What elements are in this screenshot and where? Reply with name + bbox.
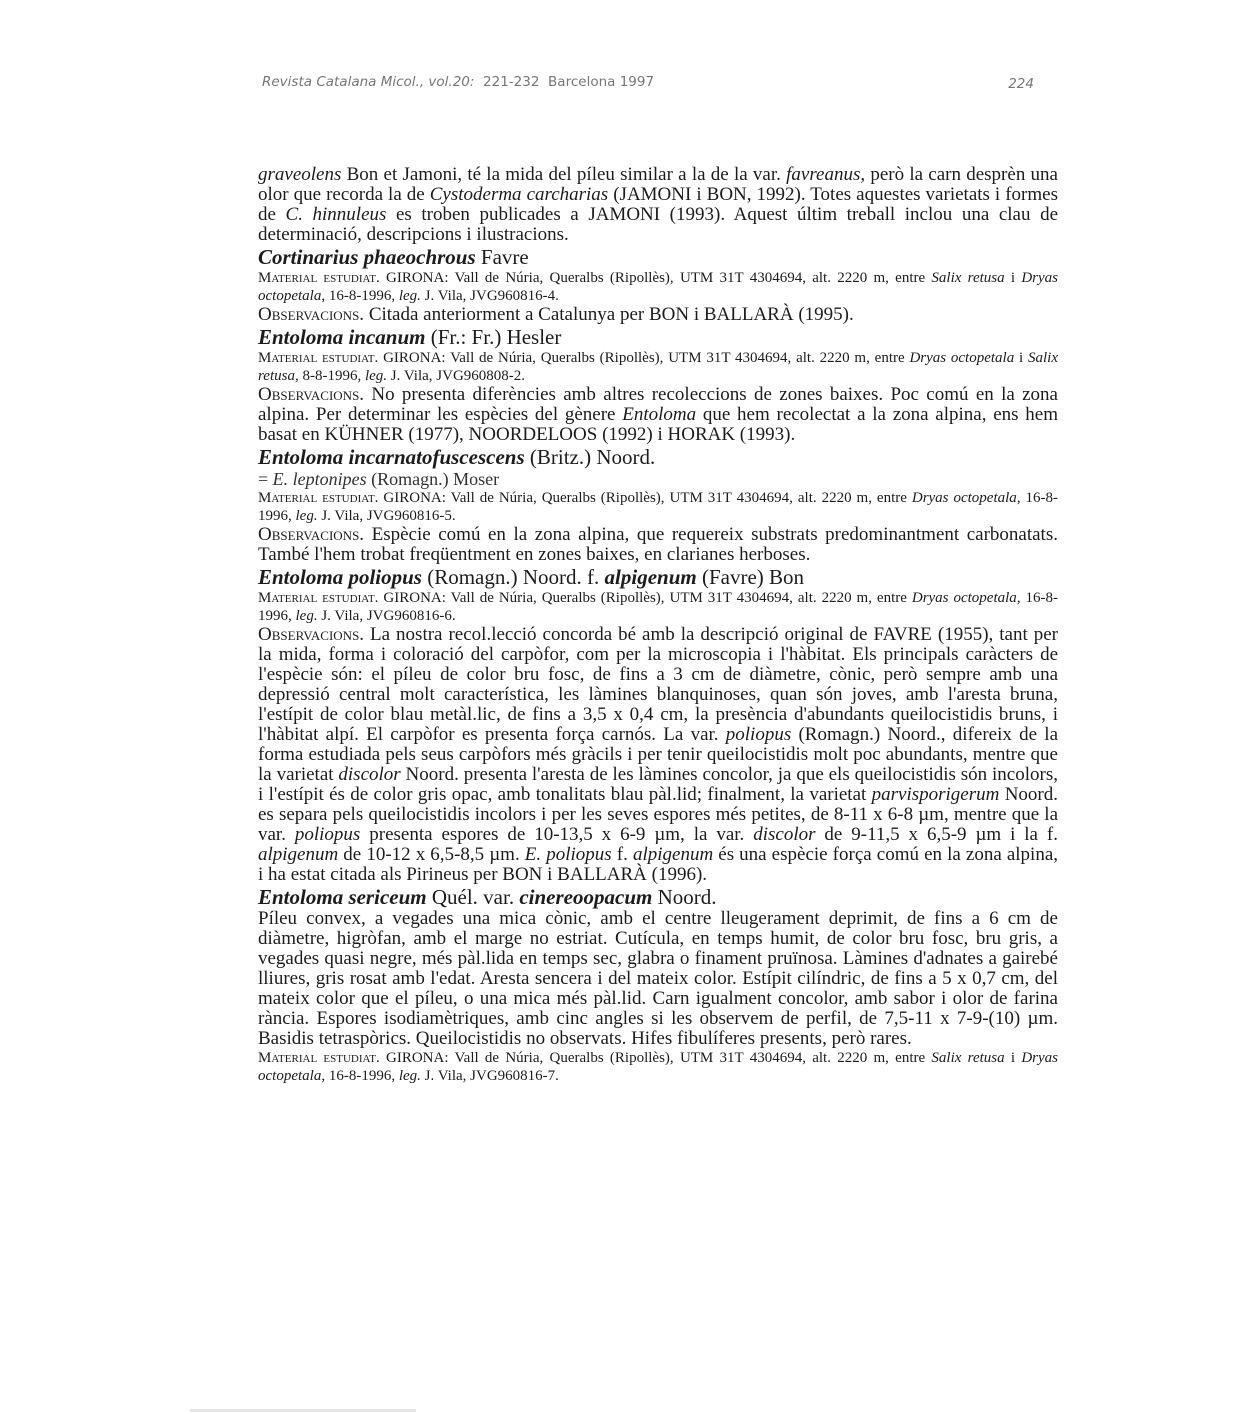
text-run: Noord. es separa pels queilocistidis incolors i per les seves espores més petites, de 8-11 x 6-8 µm, mentre que la var. [258,784,1058,845]
taxon-ref: discolor [753,824,816,845]
taxon-ref: Dryas octopetala [911,590,1017,606]
text-run: GIRONA: Vall de Núria, Queralbs (Ripollès), UTM 31T 4304694, alt. 2220 m, entre [378,590,912,606]
text-run: J. Vila, JVG960808-2. [387,368,526,384]
leg-abbrev: leg. [364,368,388,384]
text-run: , 16-8-1996, [258,490,1059,524]
leg-abbrev: leg. [295,508,318,524]
taxon-ref: Salix retusa [258,350,1059,384]
text-run: GIRONA: Vall de Núria, Queralbs (Ripollès), UTM 31T 4304694, alt. 2220 m, entre [378,490,912,506]
species-author: Quél. var. [426,885,520,909]
journal-name: Revista Catalana Micol., vol.20: [262,74,475,90]
taxon-ref: Salix retusa [931,270,1005,286]
material-studied [258,269,1058,305]
taxon-ref: C. hinnuleus [285,204,387,225]
text-run: J. Vila, JVG960816-6. [317,608,456,624]
text-run: J. Vila, JVG960816-4. [420,288,559,304]
synonym-line [258,469,1058,489]
page-range: 221-232 [483,74,540,90]
species-description: Píleu convex, a vegades una mica cònic, amb el centre lleugerament deprimit, de fins a 6 cm de diàmetre, higròfan, amb el marge no estriat. Cutícula, en temps humit, de color bru fosc, bru gris, a vegades quasi negre, més pàl.lida en temps sec, glabra o finament pruïnosa. Làmines d'adnates a gairebé lliures, gris rosat amb l'edat. Aresta sencera i del mateix color. Estípit cilíndric, de fins a 5 x 0,7 cm, del mateix color que el píleu, o una mica més pàl.lid. Carn igualment concolor, amb sabor i olor de farina rància. Espores isodiamètriques, amb cinc angles si les observem de perfil, de 7,5-11 x 7-9-(10) µm. Basidis tetraspòrics. Queilocistidis no observats. Hifes fibulíferes presents, però rares. [258,908,1058,1049]
material-label: Material estudiat. [258,350,379,366]
species-author: (Romagn.) Noord. f. [421,565,605,589]
text-run: i [1004,270,1022,286]
text-run: de 9-11,5 x 6,5-9 µm i la f. [815,824,1058,845]
species-author: Noord. [652,885,717,909]
text-run: La nostra recol.lecció concorda bé amb la descripció original de FAVRE (1955), tant per la mida, forma i coloració del carpòfor, com per la microscopia i l'hàbitat. Els principals caràcters de l'espècie són: el píleu de color bru fosc, de fins a 3 cm de diàmetre, cònic, però sempre amb una depressió central molt característica, les làmines blanquinoses, quan són joves, amb l'aresta bruna, l'estípit de color blau metàl.lic, de fins a 3,5 x 0,4 cm, la presència d'abundants queilocistidis bruns, i l'hàbitat alpí. El carpòfor es presenta força carnós. La var. [258,624,1058,745]
intro-paragraph [258,165,1058,245]
material-label: Material estudiat. [258,270,380,286]
text-run: presenta espores de 10-13,5 x 6-9 µm, la var. [360,824,754,845]
place-year: Barcelona 1997 [548,74,655,90]
leg-abbrev: leg. [398,288,421,304]
text-run: i [1004,1050,1022,1066]
text-run: és una espècie força comú en la zona alpina, i ha estat citada als Pirineus per BON i BALLARÀ (1996). [258,844,1059,885]
species-name: Entoloma poliopus [258,565,422,589]
species-heading [258,445,1058,469]
species-heading [258,325,1058,349]
text-run: es troben publicades a JAMONI (1993). Aquest últim treball inclou una clau de determinació, descripcions i ilustracions. [258,204,1058,245]
text-run: , però la carn desprèn una olor que recorda la de [258,164,1058,205]
synonym-author: (Romagn.) Moser [366,469,500,489]
text-run: J. Vila, JVG960816-7. [420,1068,559,1084]
species-author: (Fr.: Fr.) Hesler [425,325,562,349]
synonym-prefix: = [258,469,273,489]
text-run: , 16-8-1996, [258,590,1059,624]
page-number: 224 [1008,76,1034,92]
text-run: Bon et Jamoni, té la mida del píleu similar a la de la var. [341,164,787,185]
taxon-ref: favreanus [786,164,861,185]
material-label: Material estudiat. [258,1050,380,1066]
text-run: Noord. presenta l'aresta de les làmines concolor, ja que els queilocistidis són incolors, i l'estípit és de color gris opac, amb tonalitats blau pàl.lid; finalment, la varietat [258,764,1058,805]
observations-label: Observacions. [258,524,365,545]
taxon-ref: Cystoderma carcharias [429,184,609,205]
observations [258,305,1058,325]
material-studied [258,589,1058,625]
observations [258,625,1058,885]
text-run: GIRONA: Vall de Núria, Queralbs (Ripollès), UTM 31T 4304694, alt. 2220 m, entre [378,350,910,366]
variety-name: cinereoopacum [519,885,653,909]
species-name: Cortinarius phaeochrous [258,245,476,269]
form-name: alpigenum [604,565,697,589]
text-run: Citada anteriorment a Catalunya per BON i BALLARÀ (1995). [364,304,854,325]
species-name: Entoloma incanum [258,325,426,349]
text-run: f. [611,844,633,865]
taxon-ref: graveolens [258,164,342,185]
material-label: Material estudiat. [258,590,379,606]
text-run: , 8-8-1996, [294,368,365,384]
taxon-ref: Dryas octopetala [909,350,1015,366]
article-body [258,165,1058,1085]
taxon-ref: Dryas octopetala [258,270,1058,304]
observations-label: Observacions. [258,384,365,405]
running-header [262,74,1034,98]
observations-label: Observacions. [258,304,365,325]
taxon-ref: Salix retusa [931,1050,1005,1066]
taxon-ref: E. poliopus [524,844,612,865]
synonym-name: E. leptonipes [272,469,367,489]
observations [258,525,1058,565]
material-studied [258,349,1058,385]
text-run: (Romagn.) Noord., difereix de la forma estudiada pels seus carpòfors més gràcils i per tenir queilocistidis molt poc abundants, mentre que la varietat [258,724,1058,785]
text-run: , 16-8-1996, [321,288,399,304]
text-run: que hem recolectat a la zona alpina, ens hem basat en KÜHNER (1977), NOORDELOOS (1992) i HORAK (1993). [258,404,1058,445]
text-run: (JAMONI i BON, 1992). Totes aquestes varietats i formes de [258,184,1058,225]
journal-citation [262,74,654,90]
text-run: J. Vila, JVG960816-5. [317,508,456,524]
text-run: de 10-12 x 6,5-8,5 µm. [338,844,525,865]
taxon-ref: poliopus [294,824,361,845]
taxon-ref: Entoloma [622,404,697,425]
text-run: GIRONA: Vall de Núria, Queralbs (Ripollès), UTM 31T 4304694, alt. 2220 m, entre [379,1050,932,1066]
taxon-ref: alpigenum [258,844,339,865]
species-heading [258,245,1058,269]
species-name: Entoloma incarnatofuscescens [258,445,525,469]
scan-edge-mark [190,1409,416,1412]
species-author: (Britz.) Noord. [524,445,656,469]
observations-label: Observacions. [258,624,365,645]
taxon-ref: alpigenum [632,844,714,865]
species-heading [258,885,1058,909]
species-heading [258,565,1058,589]
material-studied [258,1049,1058,1085]
taxon-ref: discolor [338,764,401,785]
material-studied [258,489,1058,525]
text-run: i [1014,350,1029,366]
text-run: Espècie comú en la zona alpina, que requereix substrats predominantment carbonatats. També l'hem trobat freqüentment en zones baixes, en clarianes herboses. [258,524,1058,565]
taxon-ref: Dryas octopetala [258,1050,1058,1084]
text-run: No presenta diferències amb altres recoleccions de zones baixes. Poc comú en la zona alpina. Per determinar les espècies del gènere [258,384,1058,425]
leg-abbrev: leg. [295,608,318,624]
species-name: Entoloma sericeum [258,885,427,909]
taxon-ref: parvisporigerum [871,784,1000,805]
leg-abbrev: leg. [398,1068,421,1084]
taxon-ref: Dryas octopetala [911,490,1017,506]
text-run: , 16-8-1996, [321,1068,399,1084]
text-run: GIRONA: Vall de Núria, Queralbs (Ripollès), UTM 31T 4304694, alt. 2220 m, entre [379,270,932,286]
species-author: (Favre) Bon [696,565,805,589]
observations [258,385,1058,445]
species-author: Favre [475,245,529,269]
taxon-ref: poliopus [725,724,792,745]
material-label: Material estudiat. [258,490,379,506]
